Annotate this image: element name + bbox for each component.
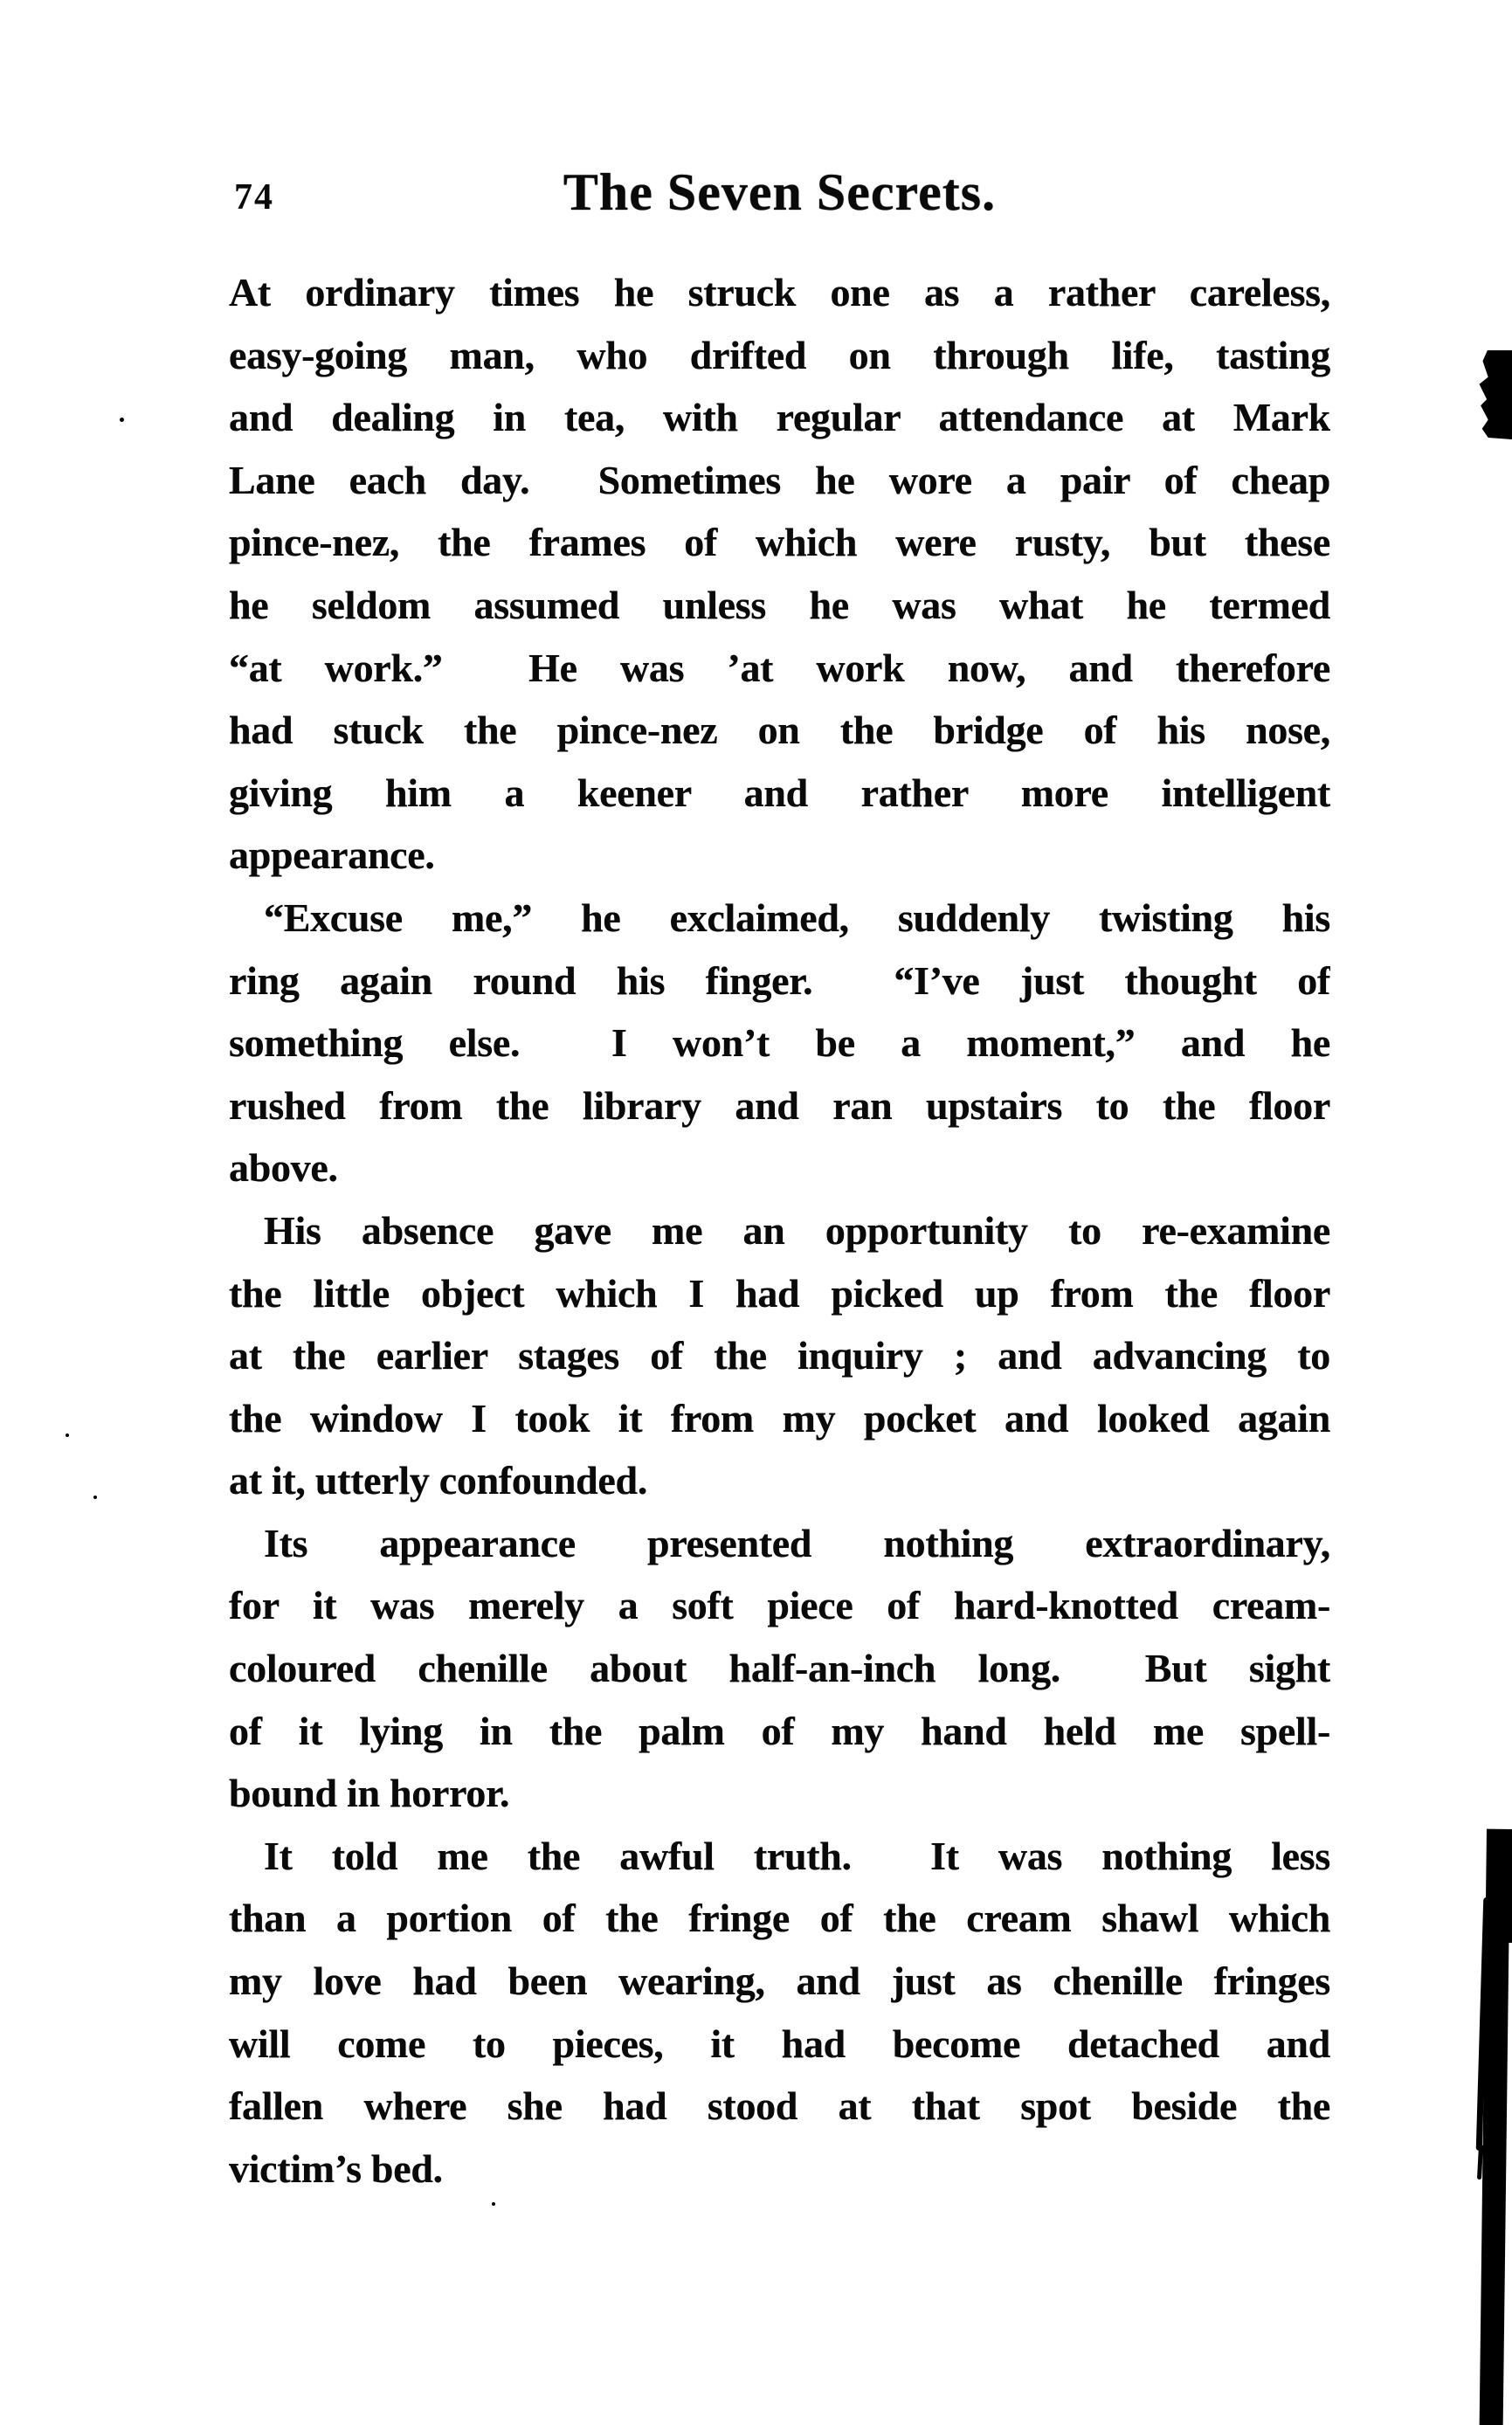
- page-number: 74: [234, 177, 274, 218]
- text-line: coloured chenille about half-an-inch long. But sight: [229, 1646, 1330, 1691]
- text-line: than a portion of the fringe of the cream shawl which: [229, 1896, 1330, 1941]
- ink-speck: [66, 1434, 69, 1437]
- text-line: giving him a keener and rather more intelligent: [229, 770, 1330, 815]
- text-line: “Excuse me,” he exclaimed, suddenly twisting his: [264, 895, 1330, 940]
- text-line: bound in horror.: [229, 1771, 510, 1816]
- text-line: “at work.” He was ’at work now, and therefore: [229, 645, 1330, 690]
- text-line: At ordinary times he struck one as a rather careless,: [229, 270, 1330, 314]
- text-line: at it, utterly confounded.: [229, 1458, 648, 1503]
- text-line: will come to pieces, it had become detached and: [229, 2021, 1330, 2066]
- text-line: my love had been wearing, and just as chenille fringes: [229, 1959, 1330, 2004]
- body-text: [229, 261, 1330, 2200]
- text-line: It told me the awful truth. It was nothing less: [264, 1833, 1330, 1878]
- text-line: above.: [229, 1145, 338, 1191]
- scan-page-edge-artifact: [1497, 1829, 1512, 1943]
- text-line: pince-nez, the frames of which were rusty, but these: [229, 520, 1330, 565]
- text-line: His absence gave me an opportunity to re-examine: [264, 1207, 1330, 1253]
- scan-ink-blob-artifact: [1478, 350, 1512, 439]
- text-line: the little object which I had picked up from the floor: [229, 1270, 1330, 1316]
- ink-speck: [492, 2202, 495, 2206]
- text-line: for it was merely a soft piece of hard-knotted cream-: [229, 1583, 1330, 1628]
- text-line: something else. I won’t be a moment,” and he: [229, 1020, 1330, 1066]
- text-line: Its appearance presented nothing extraordinary,: [264, 1520, 1330, 1565]
- text-line: rushed from the library and ran upstairs to the floor: [229, 1082, 1330, 1128]
- text-line: fallen where she had stood at that spot beside the: [229, 2083, 1330, 2129]
- text-line: the window I took it from my pocket and looked again: [229, 1395, 1330, 1440]
- text-line: appearance.: [229, 833, 435, 878]
- text-line: Lane each day. Sometimes he wore a pair of cheap: [229, 457, 1330, 502]
- text-line: at the earlier stages of the inquiry ; and advancing to: [229, 1333, 1330, 1378]
- text-line: had stuck the pince-nez on the bridge of his nose,: [229, 708, 1330, 753]
- running-head: [229, 162, 1330, 232]
- text-line: easy-going man, who drifted on through life, tasting: [229, 332, 1330, 377]
- text-line: victim’s bed.: [229, 2145, 443, 2191]
- ink-speck: [93, 1496, 97, 1499]
- ink-speck: [120, 418, 124, 422]
- running-title: The Seven Secrets.: [563, 163, 997, 221]
- text-line: he seldom assumed unless he was what he termed: [229, 582, 1330, 627]
- text-line: ring again round his finger. “I’ve just thought of: [229, 957, 1330, 1003]
- text-line: of it lying in the palm of my hand held me spell-: [229, 1708, 1330, 1753]
- text-line: and dealing in tea, with regular attendance at Mark: [229, 395, 1330, 440]
